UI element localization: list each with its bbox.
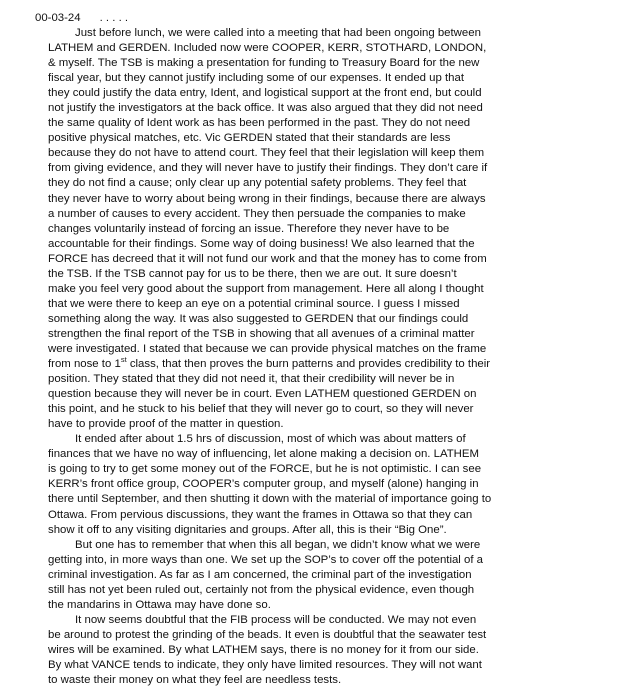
- text-line: [48, 477, 608, 492]
- text-line: [48, 56, 608, 71]
- line-text: It now seems doubtful that the FIB process will be conducted. We may not even: [75, 613, 477, 626]
- line-text: KERR’s front office group, COOPER’s computer group, and myself (alone) hanging in: [48, 478, 479, 491]
- line-text: It ended after about 1.5 hrs of discussion, most of which was about matters of: [75, 433, 466, 446]
- line-text: criminal investigation. As far as I am concerned, the criminal part of the investigation: [48, 568, 472, 581]
- text-line: [48, 492, 608, 507]
- line-text: from giving evidence, and they will never have to justify their findings. They don’t care if: [48, 162, 488, 175]
- line-text: the same quality of Ident work as has been performed in the past. They do not need: [48, 117, 471, 130]
- text-line: [48, 101, 608, 116]
- line-text: Ottawa. From pervious discussions, they want the frames in Ottawa so that they can: [48, 508, 473, 521]
- text-line: [48, 553, 608, 568]
- text-line: [48, 462, 608, 477]
- text-line: [48, 523, 608, 538]
- text-line: [48, 26, 608, 41]
- line-text: something along the way. It was also suggested to GERDEN that our findings could: [48, 312, 469, 325]
- line-text: be around to protest the grinding of the beads. It even is doubtful that the seawater test: [48, 628, 487, 641]
- text-line: [48, 628, 608, 643]
- text-line: [48, 267, 608, 282]
- text-line: [48, 447, 608, 462]
- line-text: a number of causes to every accident. They then persuade the companies to make: [48, 207, 466, 220]
- text-line: [48, 598, 608, 613]
- line-text: wires will be examined. By what LATHEM says, there is no money for it from our side.: [48, 643, 479, 656]
- line-text: make you feel very good about the support from management. Here all along I thought: [48, 282, 484, 295]
- line-text: there until September, and then shutting it down with the material of importance going to: [48, 493, 492, 506]
- line-text: to waste their money on what they feel are needless tests.: [48, 674, 342, 687]
- line-text: LATHEM and GERDEN. Included now were COOPER, KERR, STOTHARD, LONDON,: [48, 42, 487, 55]
- line-text: they could justify the data entry, Ident, and logistical support at the front end, but could: [48, 87, 482, 100]
- text-line: [48, 643, 608, 658]
- text-line: [48, 207, 608, 222]
- text-line: [48, 658, 608, 673]
- text-line: [48, 342, 608, 357]
- date-header: 00-03-24 . . . . .: [35, 12, 129, 24]
- line-text: changes voluntarily instead of forcing an issue. Therefore they never have to be: [48, 222, 450, 235]
- document-body: [48, 26, 608, 688]
- line-text: position. They stated that they did not need it, that their credibility will never be in: [48, 373, 455, 386]
- text-line: [48, 192, 608, 207]
- line-text: show it off to any visiting dignitaries and groups. After all, this is their “Big One”.: [48, 523, 447, 536]
- text-line: [48, 508, 608, 523]
- text-line: [48, 402, 608, 417]
- line-text: that we were there to keep an eye on a potential criminal source. I guess I missed: [48, 297, 460, 310]
- line-text: they do not find a cause; only clear up any potential safety problems. They feel that: [48, 177, 467, 190]
- text-line: [48, 71, 608, 86]
- text-line: [48, 86, 608, 101]
- line-text-after: class, that then proves the burn patterns and provides credibility to their: [126, 358, 491, 371]
- text-line: [48, 432, 608, 447]
- line-text: getting into, in more ways than one. We set up the SOP’s to cover off the potential of a: [48, 553, 484, 566]
- line-text: & myself. The TSB is making a presentation for funding to Treasury Board for the new: [48, 57, 480, 70]
- text-line: [48, 613, 608, 628]
- line-text: were investigated. I stated that because we can provide physical matches on the frame: [48, 342, 487, 355]
- text-line: [48, 327, 608, 342]
- text-line: [48, 252, 608, 267]
- line-text: positive physical matches, etc. Vic GERDEN stated that their standards are less: [48, 132, 451, 145]
- line-text: still has not yet been ruled out, certainly not from the physical evidence, even though: [48, 583, 475, 596]
- text-line: [48, 312, 608, 327]
- line-text: finances that we have no way of influencing, let alone making a decision on. LATHEM: [48, 448, 479, 461]
- text-line: [48, 568, 608, 583]
- line-text: accountable for their findings. Some way of doing business! We also learned that the: [48, 237, 475, 250]
- text-line: [48, 176, 608, 191]
- text-line: [48, 131, 608, 146]
- text-line: [48, 161, 608, 176]
- superscript: st: [120, 355, 127, 365]
- line-text: the TSB. If the TSB cannot pay for us to be there, then we are out. It sure doesn’t: [48, 267, 457, 280]
- text-line: [48, 41, 608, 56]
- line-text: not justify the investigators at the back office. It was also argued that they did not need: [48, 102, 483, 115]
- text-line: [48, 417, 608, 432]
- line-text: Just before lunch, we were called into a meeting that had been ongoing between: [75, 27, 481, 39]
- text-line: [48, 282, 608, 297]
- line-text: strengthen the final report of the TSB in showing that all avenues of a criminal matter: [48, 327, 475, 340]
- text-line: [48, 116, 608, 131]
- line-text: the mandarins in Ottawa may have done so.: [48, 598, 271, 611]
- line-text: from nose to 1: [48, 358, 121, 371]
- text-line: [48, 583, 608, 598]
- text-line: [48, 538, 608, 553]
- text-line: [48, 146, 608, 161]
- line-text: But one has to remember that when this all began, we didn’t know what we were: [75, 538, 481, 551]
- text-line: [48, 222, 608, 237]
- line-text: fiscal year, but they cannot justify including some of our expenses. It ended up that: [48, 72, 465, 85]
- line-text: because they do not have to attend court. They feel that their legislation will keep them: [48, 147, 485, 160]
- text-line: [48, 372, 608, 387]
- text-line: [48, 387, 608, 402]
- line-text: question because they will never be in court. Even LATHEM questioned GERDEN on: [48, 388, 477, 401]
- line-text: FORCE has decreed that it will not fund our work and that the money has to come from: [48, 252, 487, 265]
- text-line: [48, 297, 608, 312]
- text-line: [48, 357, 608, 372]
- line-text: this point, and he stuck to his belief that they will never go to court, so they will never: [48, 403, 474, 416]
- line-text: is going to try to get some money out of the FORCE, but he is not optimistic. I can see: [48, 463, 482, 476]
- line-text: By what VANCE tends to indicate, they only have limited resources. They will not want: [48, 658, 482, 671]
- line-text: they never have to worry about being wrong in their findings, because there are always: [48, 192, 486, 205]
- text-line: [48, 673, 608, 688]
- text-line: [48, 237, 608, 252]
- line-text: have to provide proof of the matter in question.: [48, 418, 284, 431]
